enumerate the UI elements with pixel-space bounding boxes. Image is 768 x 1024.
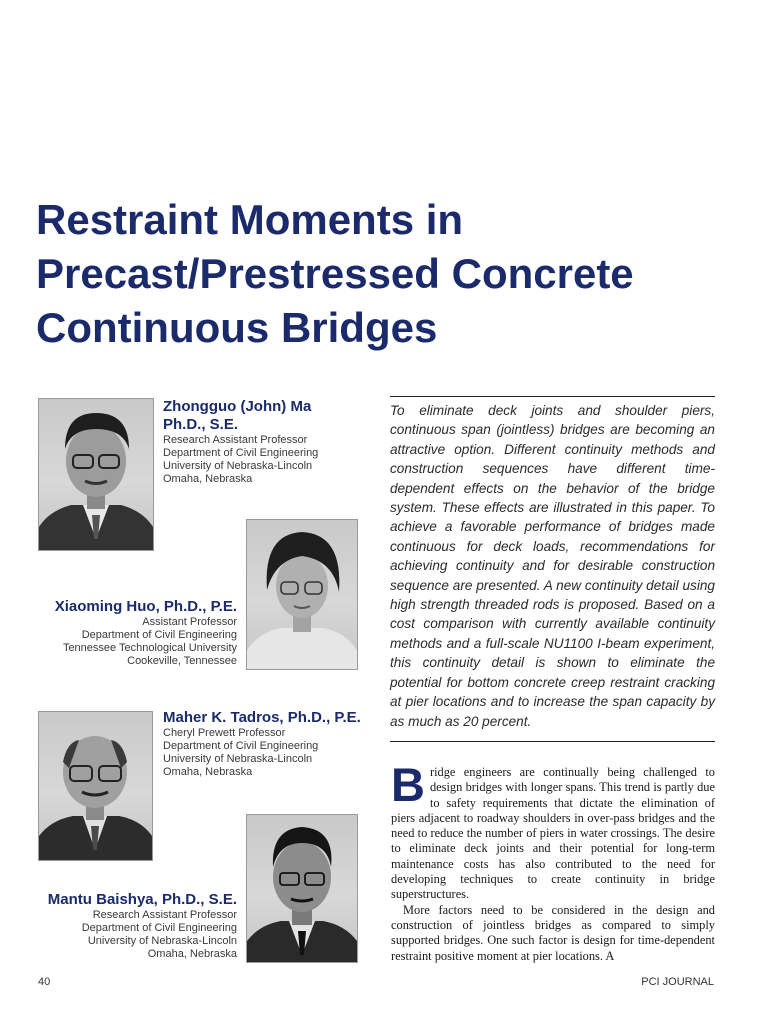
abstract-top-rule	[390, 396, 715, 397]
author-institution: Tennessee Technological University	[62, 642, 237, 654]
author-tadros	[163, 709, 378, 779]
author-name: Maher K. Tadros, Ph.D., P.E.	[163, 709, 361, 726]
author-department: Department of Civil Engineering	[81, 922, 237, 934]
author-huo	[30, 598, 237, 668]
author-location: Omaha, Nebraska	[163, 766, 253, 778]
author-location: Omaha, Nebraska	[147, 948, 237, 960]
body-paragraph	[391, 758, 715, 903]
journal-name: PCI JOURNAL	[641, 976, 714, 988]
drop-cap: B	[391, 758, 425, 811]
abstract: To eliminate deck joints and shoulder piers, continuous span (jointless) bridges are becoming an attractive option. Different continuity methods and construction sequences have different time-dependent effects on the behavior of the bridge system. These effects are illustrated in this paper. To achieve a favorable performance of bridges made continuous for deck loads, recommendations for achieving continuity and for desirable construction sequence are presented. A new continuity detail using high strength threaded rods is proposed. Based on a cost comparison with currently available continuity methods and a full-scale NU1100 I-beam experiment, this continuity detail is shown to eliminate the potential for bottom concrete creep restraint cracking at pier locations and to increase the span capacity by as much as 20 percent.	[390, 403, 715, 729]
author-location: Omaha, Nebraska	[163, 473, 253, 485]
author-institution: University of Nebraska-Lincoln	[163, 460, 313, 472]
author-department: Department of Civil Engineering	[81, 629, 237, 641]
title-line: Precast/Prestressed Concrete	[36, 250, 634, 297]
body-paragraph-text: ridge engineers are continually being challenged to design bridges with longer spans. This trend is partly due to safety requirements that dictate the elimination of piers adjacent to roadway shoulders in over-pass bridges and the need to reduce the number of piers in water crossings. The desire to eliminate deck joints and their potential for long-term maintenance costs has also contributed to the need for developing techniques to create continuity in bridge superstructures.	[391, 765, 715, 902]
author-position: Cheryl Prewett Professor	[163, 727, 286, 739]
body-text	[391, 758, 715, 964]
title-line: Restraint Moments in	[36, 196, 464, 243]
author-photo-tadros	[38, 711, 153, 861]
author-department: Department of Civil Engineering	[163, 740, 319, 752]
author-position: Assistant Professor	[142, 616, 237, 628]
author-institution: University of Nebraska-Lincoln	[87, 935, 237, 947]
author-baishya	[30, 891, 237, 961]
author-name: Xiaoming Huo, Ph.D., P.E.	[54, 598, 237, 615]
author-photo-baishya	[246, 814, 358, 963]
author-institution: University of Nebraska-Lincoln	[163, 753, 313, 765]
author-photo-huo	[246, 519, 358, 670]
author-ma	[163, 398, 363, 486]
author-photo-ma	[38, 398, 154, 551]
author-department: Department of Civil Engineering	[163, 447, 319, 459]
author-position: Research Assistant Professor	[92, 909, 237, 921]
article-title	[36, 193, 736, 355]
abstract-bottom-rule	[390, 741, 715, 742]
page-number: 40	[38, 976, 51, 988]
title-line: Continuous Bridges	[36, 304, 438, 351]
author-name: Mantu Baishya, Ph.D., S.E.	[47, 891, 237, 908]
author-name: Zhongguo (John) Ma	[163, 398, 312, 415]
author-position: Research Assistant Professor	[163, 434, 308, 446]
author-credentials: Ph.D., S.E.	[163, 416, 239, 433]
body-paragraph: More factors need to be considered in the design and construction of jointless bridges as compared to simply supported bridges. One such factor is design for time-dependent restraint positive moment at pier locations. A	[391, 902, 715, 963]
author-location: Cookeville, Tennessee	[127, 655, 237, 667]
